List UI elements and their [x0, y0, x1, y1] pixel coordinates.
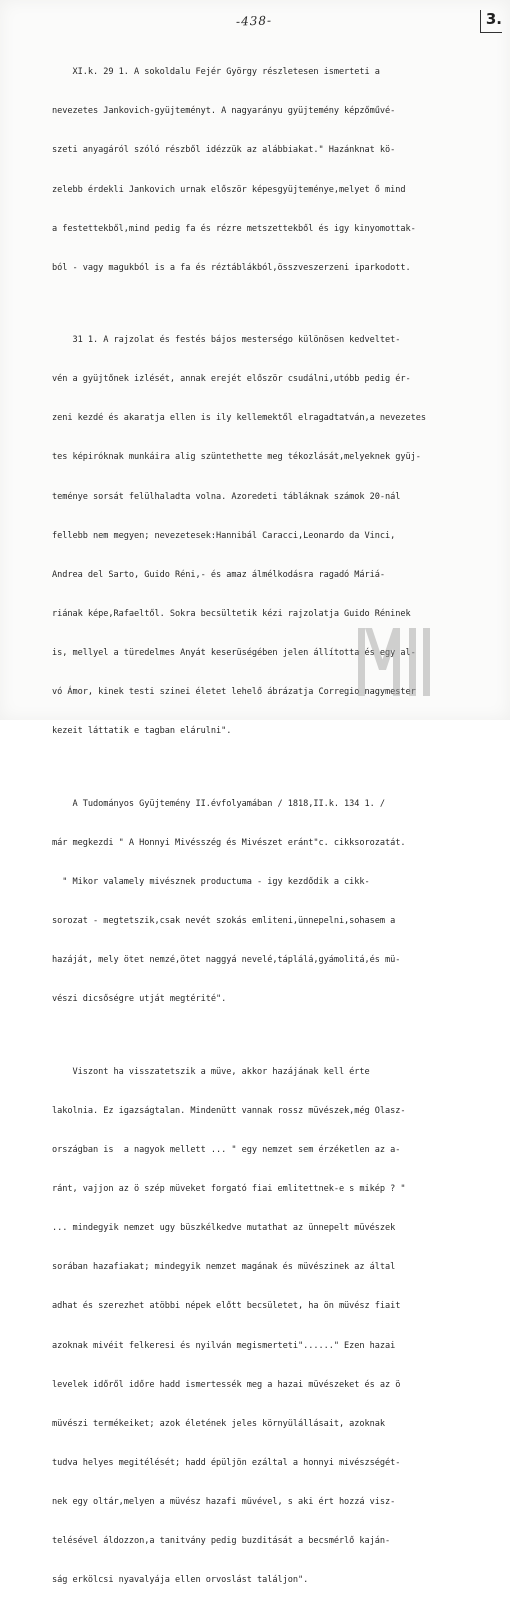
text-line: riának képe,Rafaeltől. Sokra becsültetik kézi rajzolatja Guido Réninek — [52, 609, 411, 620]
text-line: fellebb nem megyen; nevezetesek:Hannibál Caracci,Leonardo da Vinci, — [52, 530, 396, 541]
text-line: " Mikor valamely mivésznek productuma - igy kezdődik a cikk- — [52, 876, 370, 887]
text-line: már megkezdi " A Honnyi Mivésszég és Mivészet eránt"c. cikksorozatát. — [52, 837, 406, 848]
text-line: is, mellyel a türedelmes Anyát keserüségében jelen állította és egy al- — [52, 648, 416, 659]
paragraph-gap — [52, 765, 492, 772]
text-line: hazáját, mely ötet nemzé,ötet naggyá nevelé,táplálá,gyámolitá,és mü- — [52, 955, 401, 966]
page-number: -438- — [235, 13, 273, 29]
text-line: nek egy oltár,melyen a müvész hazafi müvével, s aki ért hozzá visz- — [52, 1497, 396, 1508]
typewritten-text — [52, 40, 492, 1614]
text-line: zelebb érdekli Jankovich urnak először képesgyüjteménye,melyet ő mind — [52, 184, 406, 195]
text-line: vészi dicsőségre utját megtérité". — [52, 994, 227, 1005]
text-line: tes képiróknak munkáira alig szüntethette meg tékozlását,melyeknek gyüj- — [52, 452, 421, 463]
text-line: sorozat - megtetszik,csak nevét szokás emliteni,ünnepelni,sohasem a — [52, 916, 396, 927]
text-line: Andrea del Sarto, Guido Réni,- és amaz álmélkodásra ragadó Máriá- — [52, 569, 386, 580]
text-line: kezeit láttatik e tagban elárulni". — [52, 726, 232, 737]
text-line: ránt, vajjon az ö szép müveket forgató fiai emlitettnek-e s mikép ? " — [52, 1184, 406, 1195]
text-line: sorában hazafiakat; mindegyik nemzet magának és müvészinek az által — [52, 1262, 396, 1273]
text-line: müvészi termékeiket; azok életének jeles környülállásait, azoknak — [52, 1418, 386, 1429]
paragraph-gap — [52, 1033, 492, 1040]
text-line: telésével áldozzon,a tanitvány pedig buzditását a becsmérlő kaján- — [52, 1536, 391, 1547]
text-line: a festettekből,mind pedig fa és rézre metszettekből és igy kinyomottak- — [52, 223, 416, 234]
text-line: Viszont ha visszatetszik a müve, akkor hazájának kell érte — [52, 1066, 370, 1077]
text-line: azoknak mivéit felkeresi és nyilván megismerteti"......" Ezen hazai — [52, 1340, 396, 1351]
text-line: lakolnia. Ez igazságtalan. Mindenütt vannak rossz müvészek,még Olasz- — [52, 1105, 406, 1116]
text-line: ból - vagy magukból is a fa és réztáblákból,összveszerzeni iparkodott. — [52, 262, 411, 273]
text-line: vó Ámor, kinek testi szinei életet lehelő ábrázatja Corregio nagymester — [52, 687, 416, 698]
sheet-number: 3. — [480, 10, 502, 33]
text-line: ... mindegyik nemzet ugy büszkélkedve mutathat az ünnepelt müvészek — [52, 1223, 396, 1234]
text-line: XI.k. 29 1. A sokoldalu Fejér György részletesen ismerteti a — [52, 67, 380, 78]
text-line: A Tudományos Gyüjtemény II.évfolyamában / 1818,II.k. 134 1. / — [52, 798, 386, 809]
text-line: ság erkölcsi nyavalyája ellen orvoslást találjon". — [52, 1575, 309, 1586]
watermark-logo — [352, 618, 436, 700]
text-line: országban is a nagyok mellett ... " egy nemzet sem érzéketlen az a- — [52, 1144, 401, 1155]
text-line: teménye sorsát felülhaladta volna. Azoredeti tábláknak számok 20-nál — [52, 491, 401, 502]
text-line: tudva helyes megitélését; hadd épüljön ezáltal a honnyi mivészségét- — [52, 1458, 401, 1469]
text-line: szeti anyagáról szóló részből idézzük az alábbiakat." Hazánknat kö- — [52, 145, 396, 156]
text-line: levelek időről időre hadd ismertessék meg a hazai müvészeket és az ö — [52, 1379, 401, 1390]
text-line: vén a gyüjtőnek izlését, annak erejét először csudálni,utóbb pedig ér- — [52, 374, 411, 385]
text-line: zeni kezdé és akaratja ellen is ily kellemektől elragadtatván,a nevezetes — [52, 413, 427, 424]
paragraph-gap — [52, 301, 492, 308]
text-line: nevezetes Jankovich-gyüjteményt. A nagyarányu gyüjtemény képzőművé- — [52, 106, 396, 117]
text-line: 31 1. A rajzolat és festés bájos mesterségo különösen kedveltet- — [52, 335, 401, 346]
text-line: adhat és szerezhet atöbbi népek előtt becsületet, ha ön müvész fiait — [52, 1301, 401, 1312]
